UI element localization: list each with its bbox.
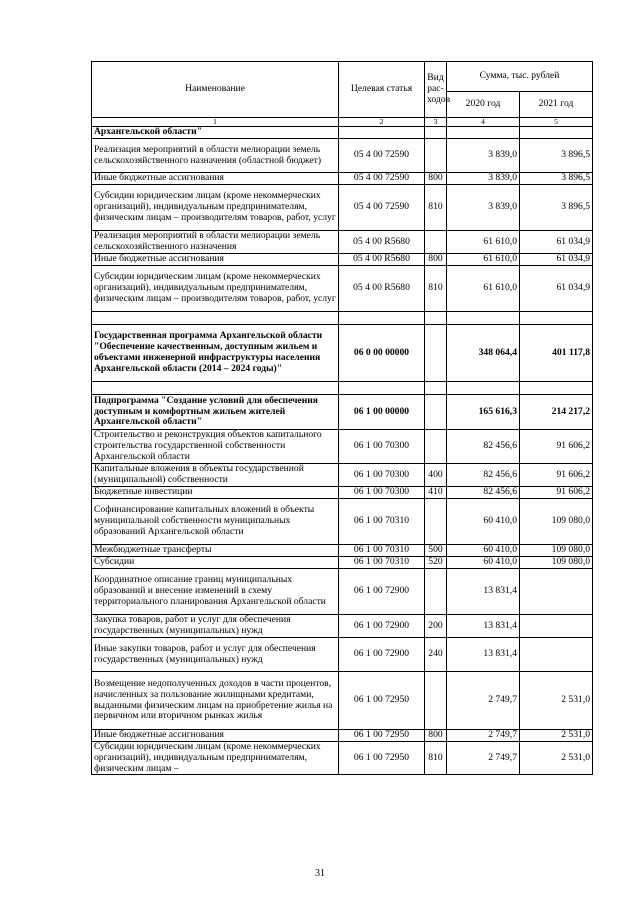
row-amount-2021-cell: 91 606,2 [520, 430, 593, 464]
empty-cell [447, 312, 520, 325]
row-target-code-cell: 06 1 00 70300 [339, 487, 425, 499]
row-amount-2021-cell: 3 896,5 [520, 139, 593, 173]
row-expense-type-cell [425, 127, 447, 139]
empty-cell [339, 312, 425, 325]
row-amount-2020-cell: 60 410,0 [447, 545, 520, 557]
row-target-code-cell: 05 4 00 R5680 [339, 266, 425, 312]
table-row [92, 615, 593, 638]
table-row [92, 395, 593, 430]
table-row [92, 464, 593, 487]
row-name-cell: Подпрограмма "Создание условий для обеспечения доступным и комфортным жильем жителей Архангельской области" [92, 395, 339, 430]
header-name: Наименование [92, 62, 339, 118]
column-index: 3 [425, 118, 447, 127]
row-target-code-cell [339, 127, 425, 139]
row-amount-2020-cell: 61 610,0 [447, 231, 520, 254]
table-row [92, 499, 593, 545]
row-amount-2021-cell: 401 117,8 [520, 325, 593, 382]
row-amount-2020-cell: 13 831,4 [447, 638, 520, 672]
row-amount-2020-cell: 82 456,6 [447, 430, 520, 464]
row-name-cell: Возмещение недополученных доходов в части процентов, начисленных за пользование жилищными кредитами, выданными физическим лицам на приобретение жилья на первичном или вторичном рынках жилья [92, 672, 339, 730]
row-name-cell: Архангельской области" [92, 127, 339, 139]
row-expense-type-cell: 800 [425, 173, 447, 185]
row-expense-type-cell: 200 [425, 615, 447, 638]
header-year-2021: 2021 год [520, 92, 593, 118]
row-expense-type-cell: 810 [425, 185, 447, 231]
spacer-row [92, 382, 593, 395]
row-amount-2020-cell: 60 410,0 [447, 557, 520, 569]
budget-table [91, 61, 593, 775]
table-row [92, 173, 593, 185]
table-row [92, 487, 593, 499]
empty-cell [339, 382, 425, 395]
header-target: Целевая статья [339, 62, 425, 118]
row-name-cell: Капитальные вложения в объекты государственной (муниципальной) собственности [92, 464, 339, 487]
row-amount-2021-cell: 61 034,9 [520, 231, 593, 254]
row-name-cell: Иные бюджетные ассигнования [92, 173, 339, 185]
row-expense-type-cell: 500 [425, 545, 447, 557]
row-amount-2021-cell [520, 638, 593, 672]
row-amount-2020-cell: 82 456,6 [447, 464, 520, 487]
row-amount-2021-cell: 91 606,2 [520, 464, 593, 487]
table-row [92, 266, 593, 312]
row-amount-2020-cell: 2 749,7 [447, 742, 520, 775]
row-amount-2020-cell: 3 839,0 [447, 185, 520, 231]
table-row [92, 185, 593, 231]
row-name-cell: Закупка товаров, работ и услуг для обеспечения государственных (муниципальных) нужд [92, 615, 339, 638]
row-amount-2021-cell: 3 896,5 [520, 173, 593, 185]
empty-cell [520, 382, 593, 395]
row-expense-type-cell: 800 [425, 254, 447, 266]
row-target-code-cell: 06 1 00 72900 [339, 615, 425, 638]
row-expense-type-cell: 520 [425, 557, 447, 569]
table-row [92, 742, 593, 775]
table-row [92, 430, 593, 464]
row-target-code-cell: 06 1 00 72950 [339, 730, 425, 742]
table-row [92, 139, 593, 173]
row-name-cell: Реализация мероприятий в области мелиорации земель сельскохозяйственного назначения [92, 231, 339, 254]
row-expense-type-cell: 410 [425, 487, 447, 499]
table-row [92, 557, 593, 569]
row-name-cell: Межбюджетные трансферты [92, 545, 339, 557]
spacer-row [92, 312, 593, 325]
row-target-code-cell: 06 1 00 00000 [339, 395, 425, 430]
header-year-2020: 2020 год [447, 92, 520, 118]
row-expense-type-cell [425, 325, 447, 382]
row-amount-2021-cell: 91 606,2 [520, 487, 593, 499]
row-amount-2021-cell: 2 531,0 [520, 672, 593, 730]
row-name-cell: Субсидии юридическим лицам (кроме некоммерческих организаций), индивидуальным предпринимателям, физическим лицам – производителям товаров, работ, услуг [92, 185, 339, 231]
row-expense-type-cell: 800 [425, 730, 447, 742]
table-row [92, 325, 593, 382]
table-row [92, 730, 593, 742]
row-expense-type-cell [425, 430, 447, 464]
row-name-cell: Реализация мероприятий в области мелиорации земель сельскохозяйственного назначения (областной бюджет) [92, 139, 339, 173]
row-amount-2021-cell [520, 127, 593, 139]
row-amount-2020-cell: 2 749,7 [447, 672, 520, 730]
row-amount-2020-cell: 165 616,3 [447, 395, 520, 430]
row-target-code-cell: 06 1 00 70310 [339, 499, 425, 545]
row-target-code-cell: 06 1 00 70300 [339, 430, 425, 464]
row-target-code-cell: 05 4 00 72590 [339, 173, 425, 185]
empty-cell [447, 382, 520, 395]
row-amount-2020-cell: 61 610,0 [447, 266, 520, 312]
row-target-code-cell: 05 4 00 72590 [339, 139, 425, 173]
empty-cell [92, 312, 339, 325]
row-name-cell: Субсидии юридическим лицам (кроме некоммерческих организаций), индивидуальным предпринимателям, физическим лицам – [92, 742, 339, 775]
row-amount-2020-cell: 60 410,0 [447, 499, 520, 545]
column-index: 1 [92, 118, 339, 127]
column-index: 4 [447, 118, 520, 127]
table-row [92, 638, 593, 672]
row-amount-2020-cell: 3 839,0 [447, 139, 520, 173]
column-index: 5 [520, 118, 593, 127]
row-name-cell: Координатное описание границ муниципальных образований и внесение изменений в схему территориального планирования Архангельской области [92, 569, 339, 615]
row-name-cell: Иные бюджетные ассигнования [92, 730, 339, 742]
row-amount-2021-cell: 2 531,0 [520, 742, 593, 775]
row-amount-2020-cell: 13 831,4 [447, 615, 520, 638]
row-amount-2021-cell: 61 034,9 [520, 266, 593, 312]
row-expense-type-cell [425, 569, 447, 615]
table-body [92, 127, 593, 775]
row-amount-2021-cell: 214 217,2 [520, 395, 593, 430]
row-amount-2021-cell: 109 080,0 [520, 499, 593, 545]
row-target-code-cell: 05 4 00 R5680 [339, 231, 425, 254]
row-target-code-cell: 06 1 00 72950 [339, 672, 425, 730]
row-name-cell: Субсидии [92, 557, 339, 569]
row-name-cell: Государственная программа Архангельской области "Обеспечение качественным, доступным жильем и объектами инженерной инфраструктуры населения Архангельской области (2014 – 2024 годы)" [92, 325, 339, 382]
row-expense-type-cell [425, 139, 447, 173]
header-vid: Вид рас-ходов [425, 62, 447, 118]
row-target-code-cell: 05 4 00 72590 [339, 185, 425, 231]
row-name-cell: Софинансирование капитальных вложений в объекты муниципальной собственности муниципальных образований Архангельской области [92, 499, 339, 545]
row-target-code-cell: 05 4 00 R5680 [339, 254, 425, 266]
table-row [92, 672, 593, 730]
row-amount-2021-cell [520, 615, 593, 638]
table-header-row [92, 62, 593, 92]
table-row [92, 569, 593, 615]
column-index: 2 [339, 118, 425, 127]
row-amount-2020-cell: 13 831,4 [447, 569, 520, 615]
row-expense-type-cell [425, 672, 447, 730]
row-target-code-cell: 06 1 00 70310 [339, 557, 425, 569]
row-expense-type-cell: 240 [425, 638, 447, 672]
row-name-cell: Строительство и реконструкция объектов капитального строительства государственной собственности Архангельской области [92, 430, 339, 464]
table-row [92, 127, 593, 139]
row-expense-type-cell: 810 [425, 266, 447, 312]
row-amount-2020-cell [447, 127, 520, 139]
row-expense-type-cell: 810 [425, 742, 447, 775]
row-target-code-cell: 06 1 00 70310 [339, 545, 425, 557]
row-target-code-cell: 06 1 00 72900 [339, 569, 425, 615]
row-amount-2021-cell: 3 896,5 [520, 185, 593, 231]
table-row [92, 231, 593, 254]
row-amount-2021-cell: 109 080,0 [520, 545, 593, 557]
row-expense-type-cell: 400 [425, 464, 447, 487]
row-target-code-cell: 06 1 00 72900 [339, 638, 425, 672]
row-amount-2020-cell: 3 839,0 [447, 173, 520, 185]
table-row [92, 545, 593, 557]
row-amount-2021-cell [520, 569, 593, 615]
row-expense-type-cell [425, 231, 447, 254]
empty-cell [520, 312, 593, 325]
empty-cell [425, 382, 447, 395]
row-amount-2020-cell: 61 610,0 [447, 254, 520, 266]
row-amount-2020-cell: 82 456,6 [447, 487, 520, 499]
empty-cell [425, 312, 447, 325]
empty-cell [92, 382, 339, 395]
row-amount-2020-cell: 348 064,4 [447, 325, 520, 382]
page-number: 31 [315, 868, 325, 879]
header-sum: Сумма, тыс. рублей [447, 62, 593, 92]
row-target-code-cell: 06 1 00 72950 [339, 742, 425, 775]
row-amount-2020-cell: 2 749,7 [447, 730, 520, 742]
row-expense-type-cell [425, 395, 447, 430]
row-name-cell: Бюджетные инвестиции [92, 487, 339, 499]
row-target-code-cell: 06 1 00 70300 [339, 464, 425, 487]
row-amount-2021-cell: 2 531,0 [520, 730, 593, 742]
row-target-code-cell: 06 0 00 00000 [339, 325, 425, 382]
row-name-cell: Иные бюджетные ассигнования [92, 254, 339, 266]
table-row [92, 254, 593, 266]
row-amount-2021-cell: 61 034,9 [520, 254, 593, 266]
row-name-cell: Субсидии юридическим лицам (кроме некоммерческих организаций), индивидуальным предпринимателям, физическим лицам – производителям товаров, работ, услуг [92, 266, 339, 312]
row-name-cell: Иные закупки товаров, работ и услуг для обеспечения государственных (муниципальных) нужд [92, 638, 339, 672]
row-expense-type-cell [425, 499, 447, 545]
row-amount-2021-cell: 109 080,0 [520, 557, 593, 569]
